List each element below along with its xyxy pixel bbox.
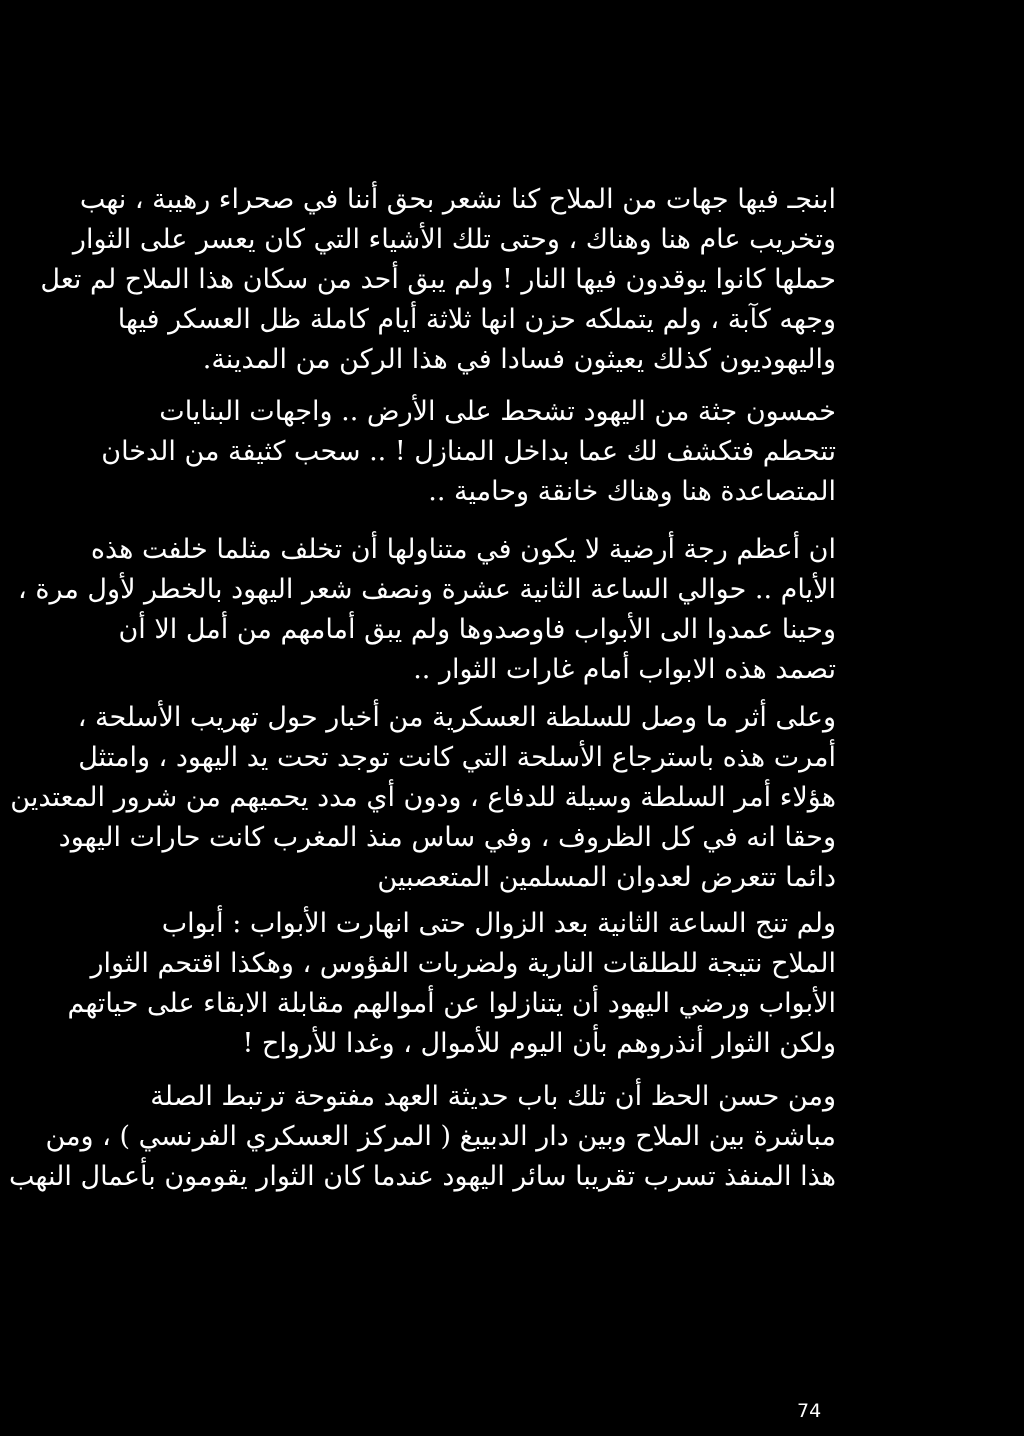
text-line: ومن حسن الحظ أن تلك باب حديثة العهد مفتوحة ترتبط الصلة xyxy=(150,1081,836,1112)
text-line: ان أعظم رجة أرضية لا يكون في متناولها أن تخلف مثلما خلفت هذه xyxy=(90,534,836,565)
page-number: 74 xyxy=(797,1400,822,1422)
text-line: وعلى أثر ما وصل للسلطة العسكرية من أخبار حول تهريب الأسلحة ، xyxy=(77,702,836,733)
paragraph-1 xyxy=(40,180,836,380)
text-line: وحينا عمدوا الى الأبواب فاوصدوها ولم يبق أمامهم من أمل الا أن xyxy=(118,614,836,645)
text-line: الأيام .. حوالي الساعة الثانية عشرة ونصف شعر اليهود بالخطر لأول مرة ، xyxy=(18,574,836,605)
text-line: أمرت هذه باسترجاع الأسلحة التي كانت توجد تحت يد اليهود ، وامتثل xyxy=(78,742,836,773)
paragraph-3 xyxy=(18,530,836,690)
paragraph-6 xyxy=(9,1077,836,1197)
text-line: المتصاعدة هنا وهناك خانقة وحامية .. xyxy=(428,476,836,507)
text-line: ولم تنج الساعة الثانية بعد الزوال حتى انهارت الأبواب : أبواب xyxy=(161,908,836,939)
text-line: هؤلاء أمر السلطة وسيلة للدفاع ، ودون أي مدد يحميهم من شرور المعتدين xyxy=(10,782,836,813)
text-line: الملاح نتيجة للطلقات النارية ولضربات الفؤوس ، وهكذا اقتحم الثوار xyxy=(90,948,836,979)
text-line: واليهوديون كذلك يعيثون فسادا في هذا الركن من المدينة. xyxy=(202,344,836,375)
text-line: حملها كانوا يوقدون فيها النار ! ولم يبق أحد من سكان هذا الملاح لم تعل xyxy=(40,264,836,295)
text-line: وحقا انه في كل الظروف ، وفي ساس منذ المغرب كانت حارات اليهود xyxy=(58,822,836,853)
text-line: خمسون جثة من اليهود تشحط على الأرض .. واجهات البنايات xyxy=(159,396,836,427)
text-line: ولكن الثوار أنذروهم بأن اليوم للأموال ، وغدا للأرواح ! xyxy=(242,1028,836,1059)
text-line: مباشرة بين الملاح وبين دار الدبيبغ ( المركز العسكري الفرنسي ) ، ومن xyxy=(45,1121,836,1152)
text-line: وتخريب عام هنا وهناك ، وحتى تلك الأشياء التي كان يعسر على الثوار xyxy=(72,224,836,255)
text-line: هذا المنفذ تسرب تقريبا سائر اليهود عندما كان الثوار يقومون بأعمال النهب xyxy=(9,1161,836,1192)
paragraph-5 xyxy=(67,904,836,1064)
paragraph-4 xyxy=(10,698,836,898)
text-line: تتحطم فتكشف لك عما بداخل المنازل ! .. سحب كثيفة من الدخان xyxy=(101,436,836,467)
text-line: وجهه كآبة ، ولم يتملكه حزن انها ثلاثة أيام كاملة ظل العسكر فيها xyxy=(117,304,836,335)
text-line: الأبواب ورضي اليهود أن يتنازلوا عن أموالهم مقابلة الابقاء على حياتهم xyxy=(67,988,836,1019)
paragraph-2 xyxy=(101,392,836,512)
text-line: تصمد هذه الابواب أمام غارات الثوار .. xyxy=(413,654,836,685)
text-line: ابنجـ فيها جهات من الملاح كنا نشعر بحق أننا في صحراء رهيبة ، نهب xyxy=(79,184,836,215)
text-line: دائما تتعرض لعدوان المسلمين المتعصبين xyxy=(377,862,836,893)
